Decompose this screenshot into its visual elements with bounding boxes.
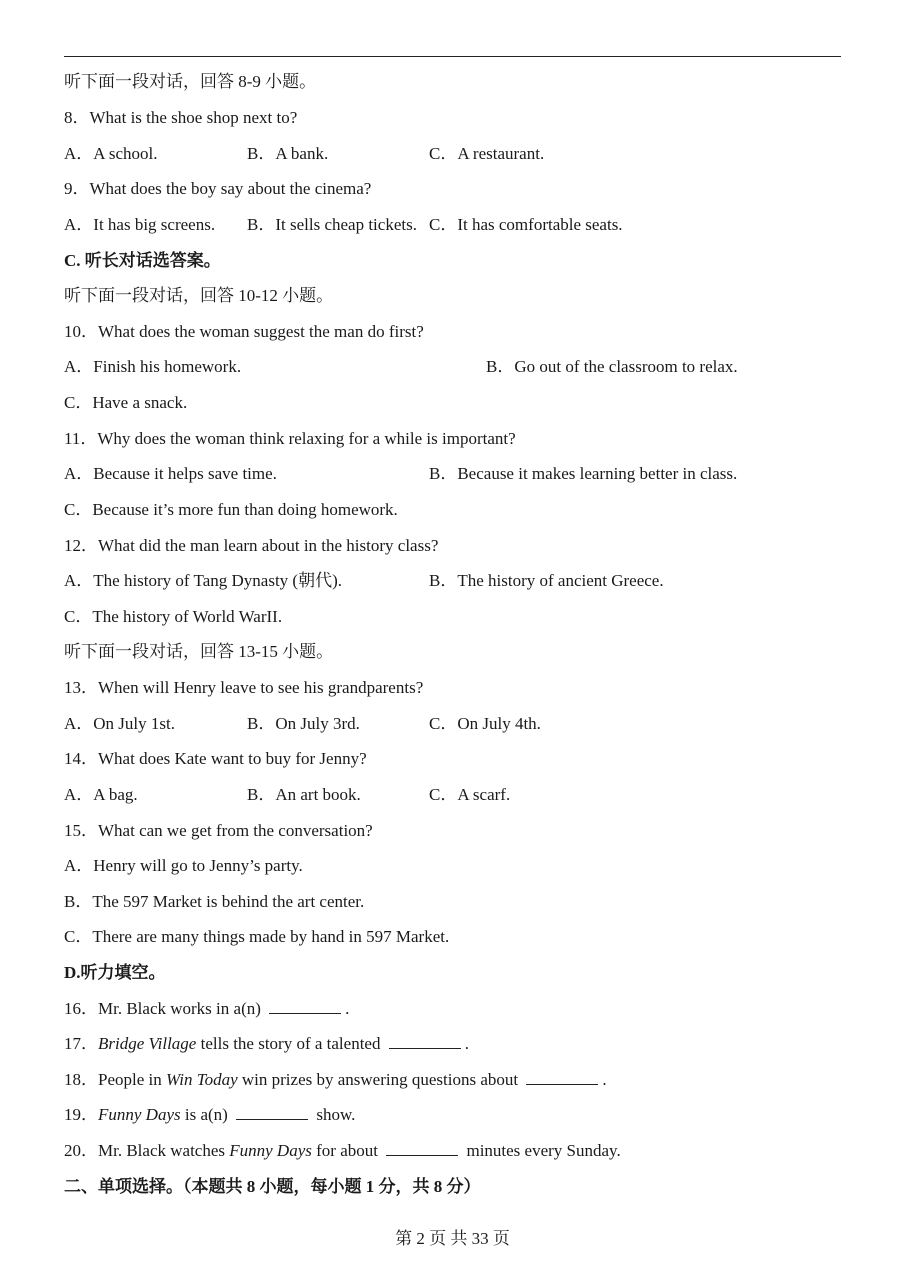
question-8-stem: 8．What is the shoe shop next to? [64, 108, 298, 127]
question-17 [64, 1033, 469, 1055]
question-19-text: is a(n) [180, 1105, 228, 1124]
question-12-option-c: C．The history of World WarII. [64, 607, 283, 626]
question-15-option-b: B．The 597 Market is behind the art center. [64, 892, 365, 911]
question-17-number: 17． [64, 1034, 98, 1053]
question-8-option-b: B．A bank. [247, 144, 329, 163]
question-12-stem: 12．What did the man learn about in the history class? [64, 536, 439, 555]
question-18-mid: win prizes by answering questions about [237, 1070, 519, 1089]
question-20-title: Funny Days [229, 1141, 312, 1160]
question-8-option-a: A．A school. [64, 144, 158, 163]
question-13-option-c: C．On July 4th. [429, 714, 541, 733]
question-11-option-c: C．Because it’s more fun than doing homework. [64, 500, 398, 519]
question-19-number: 19． [64, 1105, 98, 1124]
question-15-option-c: C．There are many things made by hand in 597 Market. [64, 927, 450, 946]
question-12-option-a: A．The history of Tang Dynasty (朝代). [64, 571, 343, 590]
question-14-stem: 14．What does Kate want to buy for Jenny? [64, 749, 367, 768]
question-8-option-c: C．A restaurant. [429, 144, 545, 163]
question-13-option-a: A．On July 1st. [64, 714, 175, 733]
question-14-option-c: C．A scarf. [429, 785, 511, 804]
question-14-option-b: B．An art book. [247, 785, 361, 804]
question-18-end: . [602, 1070, 607, 1089]
question-17-text: tells the story of a talented [196, 1034, 381, 1053]
question-14-option-a: A．A bag. [64, 785, 138, 804]
question-16-end: . [345, 999, 350, 1018]
question-18-text: 18．People in [64, 1070, 166, 1089]
question-20-text: 20．Mr. Black watches [64, 1141, 230, 1160]
header-rule [64, 56, 841, 57]
question-19-end: show. [316, 1105, 356, 1124]
question-20-mid: for about [311, 1141, 378, 1160]
question-12-option-b: B．The history of ancient Greece. [429, 571, 664, 590]
question-17-end: . [464, 1034, 469, 1053]
question-18-title: Win Today [166, 1070, 238, 1089]
question-11-option-b: B．Because it makes learning better in class. [429, 464, 738, 483]
question-11-stem: 11．Why does the woman think relaxing for a while is important? [64, 429, 516, 448]
question-18 [64, 1069, 607, 1091]
question-19 [64, 1104, 355, 1126]
question-19-title: Funny Days [98, 1105, 181, 1124]
answer-blank[interactable] [389, 1034, 461, 1049]
answer-blank[interactable] [386, 1141, 458, 1156]
question-20-end: minutes every Sunday. [466, 1141, 621, 1160]
answer-blank[interactable] [236, 1105, 308, 1120]
question-16 [64, 998, 349, 1020]
question-15-stem: 15．What can we get from the conversation? [64, 821, 373, 840]
question-10-option-b: B．Go out of the classroom to relax. [486, 357, 738, 376]
intro-8-9: 听下面一段对话，回答 8-9 小题。 [64, 72, 317, 91]
section-2-heading: 二、单项选择。（本题共 8 小题，每小题 1 分，共 8 分） [64, 1177, 481, 1196]
question-15-option-a: A．Henry will go to Jenny’s party. [64, 856, 303, 875]
question-10-option-c: C．Have a snack. [64, 393, 188, 412]
question-13-option-b: B．On July 3rd. [247, 714, 360, 733]
question-17-title: Bridge Village [98, 1034, 197, 1053]
question-20 [64, 1140, 621, 1162]
question-9-stem: 9．What does the boy say about the cinema? [64, 179, 372, 198]
question-9-option-c: C．It has comfortable seats. [429, 215, 623, 234]
answer-blank[interactable] [526, 1070, 598, 1085]
question-16-text: 16．Mr. Black works in a(n) [64, 999, 261, 1018]
intro-13-15: 听下面一段对话，回答 13-15 小题。 [64, 642, 334, 661]
question-10-option-a: A．Finish his homework. [64, 357, 242, 376]
question-9-option-a: A．It has big screens. [64, 215, 216, 234]
section-c-heading: C. 听长对话选答案。 [64, 251, 221, 270]
answer-blank[interactable] [269, 999, 341, 1014]
question-11-option-a: A．Because it helps save time. [64, 464, 277, 483]
question-9-option-b: B．It sells cheap tickets. [247, 215, 417, 234]
question-13-stem: 13．When will Henry leave to see his grandparents? [64, 678, 424, 697]
section-d-heading: D.听力填空。 [64, 963, 166, 982]
intro-10-12: 听下面一段对话，回答 10-12 小题。 [64, 286, 334, 305]
page-footer: 第 2 页 共 33 页 [395, 1229, 510, 1248]
question-10-stem: 10．What does the woman suggest the man do first? [64, 322, 424, 341]
